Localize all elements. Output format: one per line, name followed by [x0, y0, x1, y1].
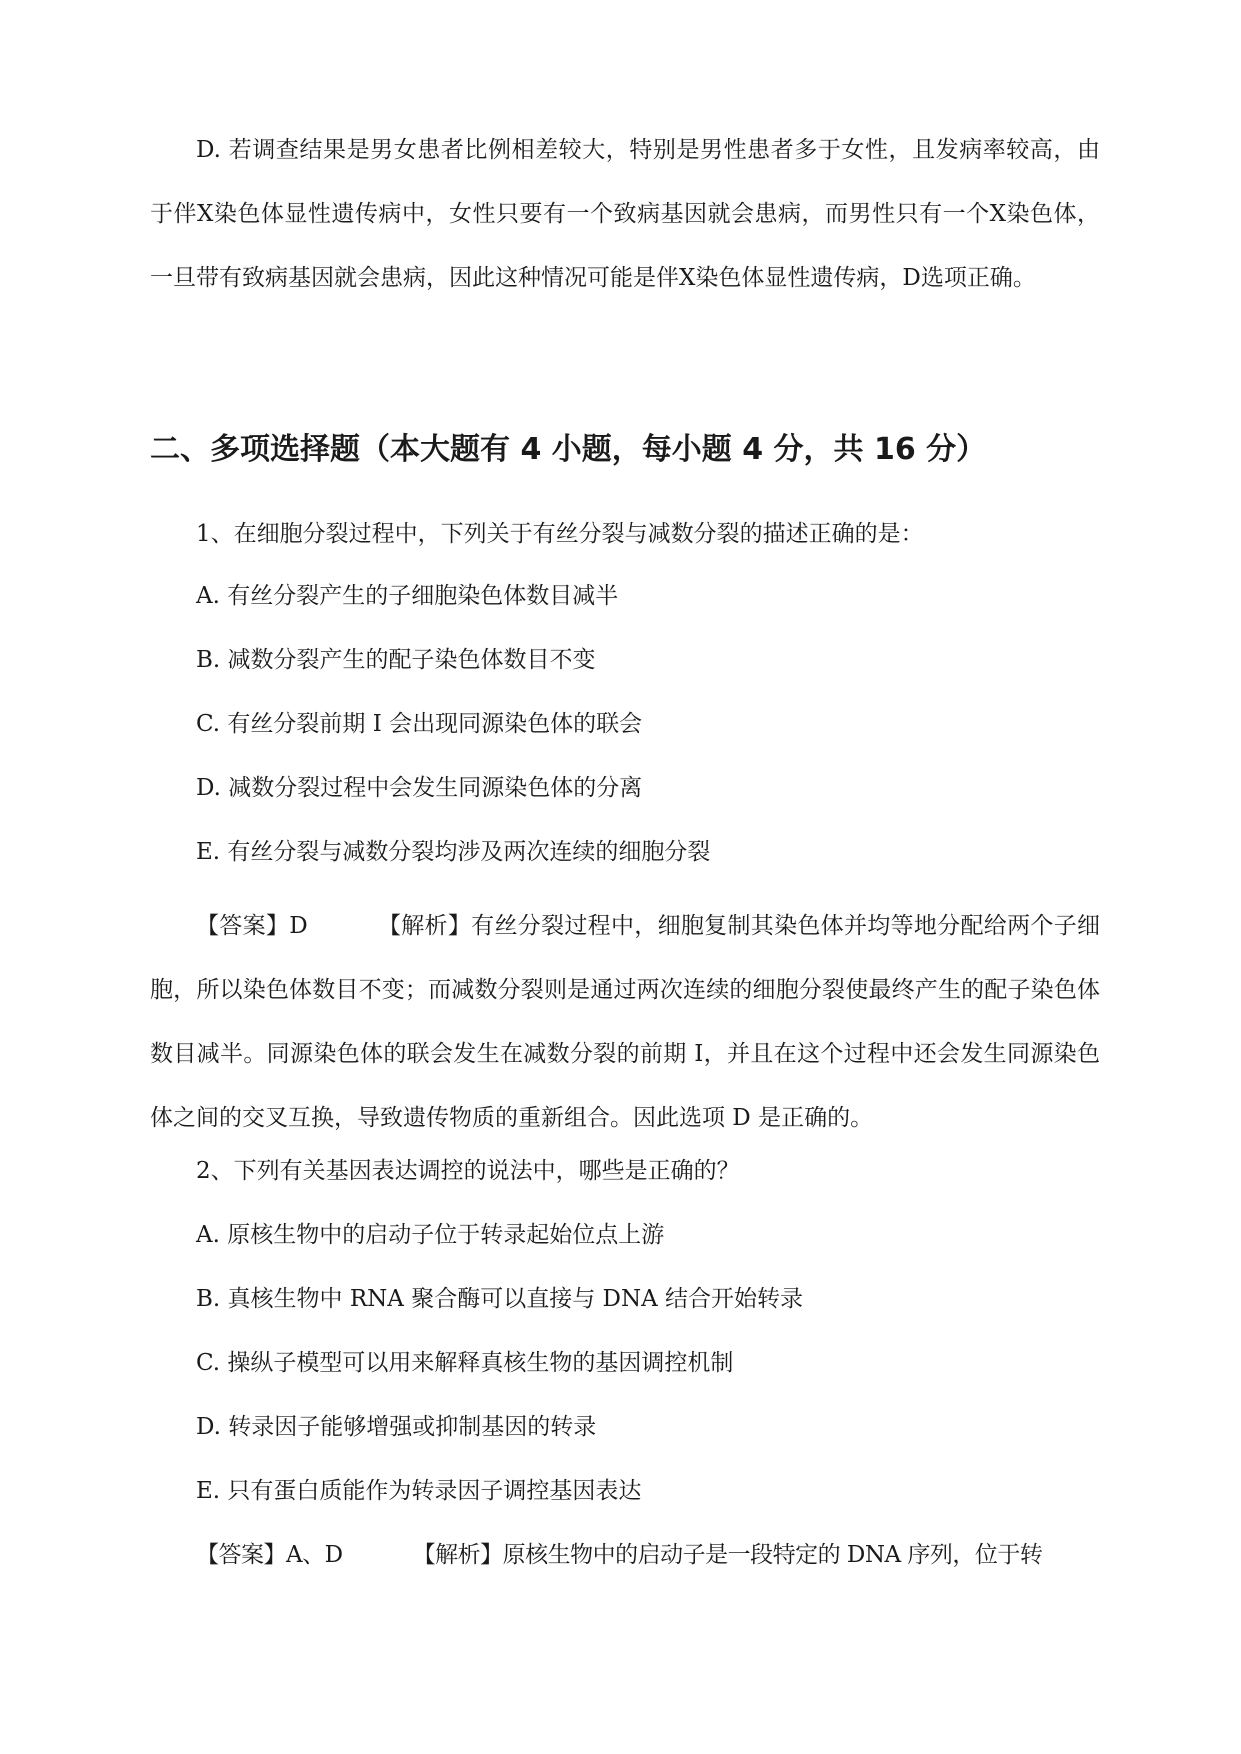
question-1-answer-analysis	[150, 894, 1100, 1150]
question-2-option-a: A. 原核生物中的启动子位于转录起始位点上游	[196, 1222, 665, 1248]
question-2-option-c: C. 操纵子模型可以用来解释真核生物的基因调控机制	[196, 1350, 734, 1376]
intro-paragraph: D. 若调查结果是男女患者比例相差较大，特别是男性患者多于女性，且发病率较高，由于伴X染色体显性遗传病中，女性只要有一个致病基因就会患病，而男性只有一个X染色体，一旦带有致病基因就会患病，因此这种情况可能是伴X染色体显性遗传病，D选项正确。	[150, 137, 1100, 291]
question-2-option-b: B. 真核生物中 RNA 聚合酶可以直接与 DNA 结合开始转录	[196, 1286, 803, 1312]
question-1-option-c: C. 有丝分裂前期 I 会出现同源染色体的联会	[196, 711, 643, 737]
question-1-option-b: B. 减数分裂产生的配子染色体数目不变	[196, 647, 596, 673]
question-2-analysis: 【解析】原核生物中的启动子是一段特定的 DNA 序列，位于转	[412, 1542, 1043, 1568]
question-2-option-e: E. 只有蛋白质能作为转录因子调控基因表达	[196, 1478, 642, 1504]
question-1-option-a: A. 有丝分裂产生的子细胞染色体数目减半	[196, 583, 619, 609]
question-2-answer-analysis	[196, 1539, 1042, 1571]
question-2-option-d: D. 转录因子能够增强或抑制基因的转录	[196, 1414, 597, 1440]
question-1-answer: 【答案】D	[196, 913, 308, 939]
question-1-stem: 1、在细胞分裂过程中，下列关于有丝分裂与减数分裂的描述正确的是：	[196, 521, 924, 547]
question-1-option-d: D. 减数分裂过程中会发生同源染色体的分离	[196, 775, 643, 801]
section-heading: 二、多项选择题（本大题有 4 小题，每小题 4 分，共 16 分）	[150, 432, 987, 467]
question-1-option-e: E. 有丝分裂与减数分裂均涉及两次连续的细胞分裂	[196, 839, 711, 865]
question-1-analysis: 【解析】有丝分裂过程中，细胞复制其染色体并均等地分配给两个子细胞，所以染色体数目不变；而减数分裂则是通过两次连续的细胞分裂使最终产生的配子染色体数目减半。同源染色体的联会发生在减数分裂的前期 I，并且在这个过程中还会发生同源染色体之间的交叉互换，导致遗传物质的重新组合。因此选项 D 是正确的。	[150, 913, 1100, 1131]
question-2-answer: 【答案】A、D	[196, 1542, 343, 1568]
question-2-stem: 2、下列有关基因表达调控的说法中，哪些是正确的？	[196, 1158, 740, 1184]
